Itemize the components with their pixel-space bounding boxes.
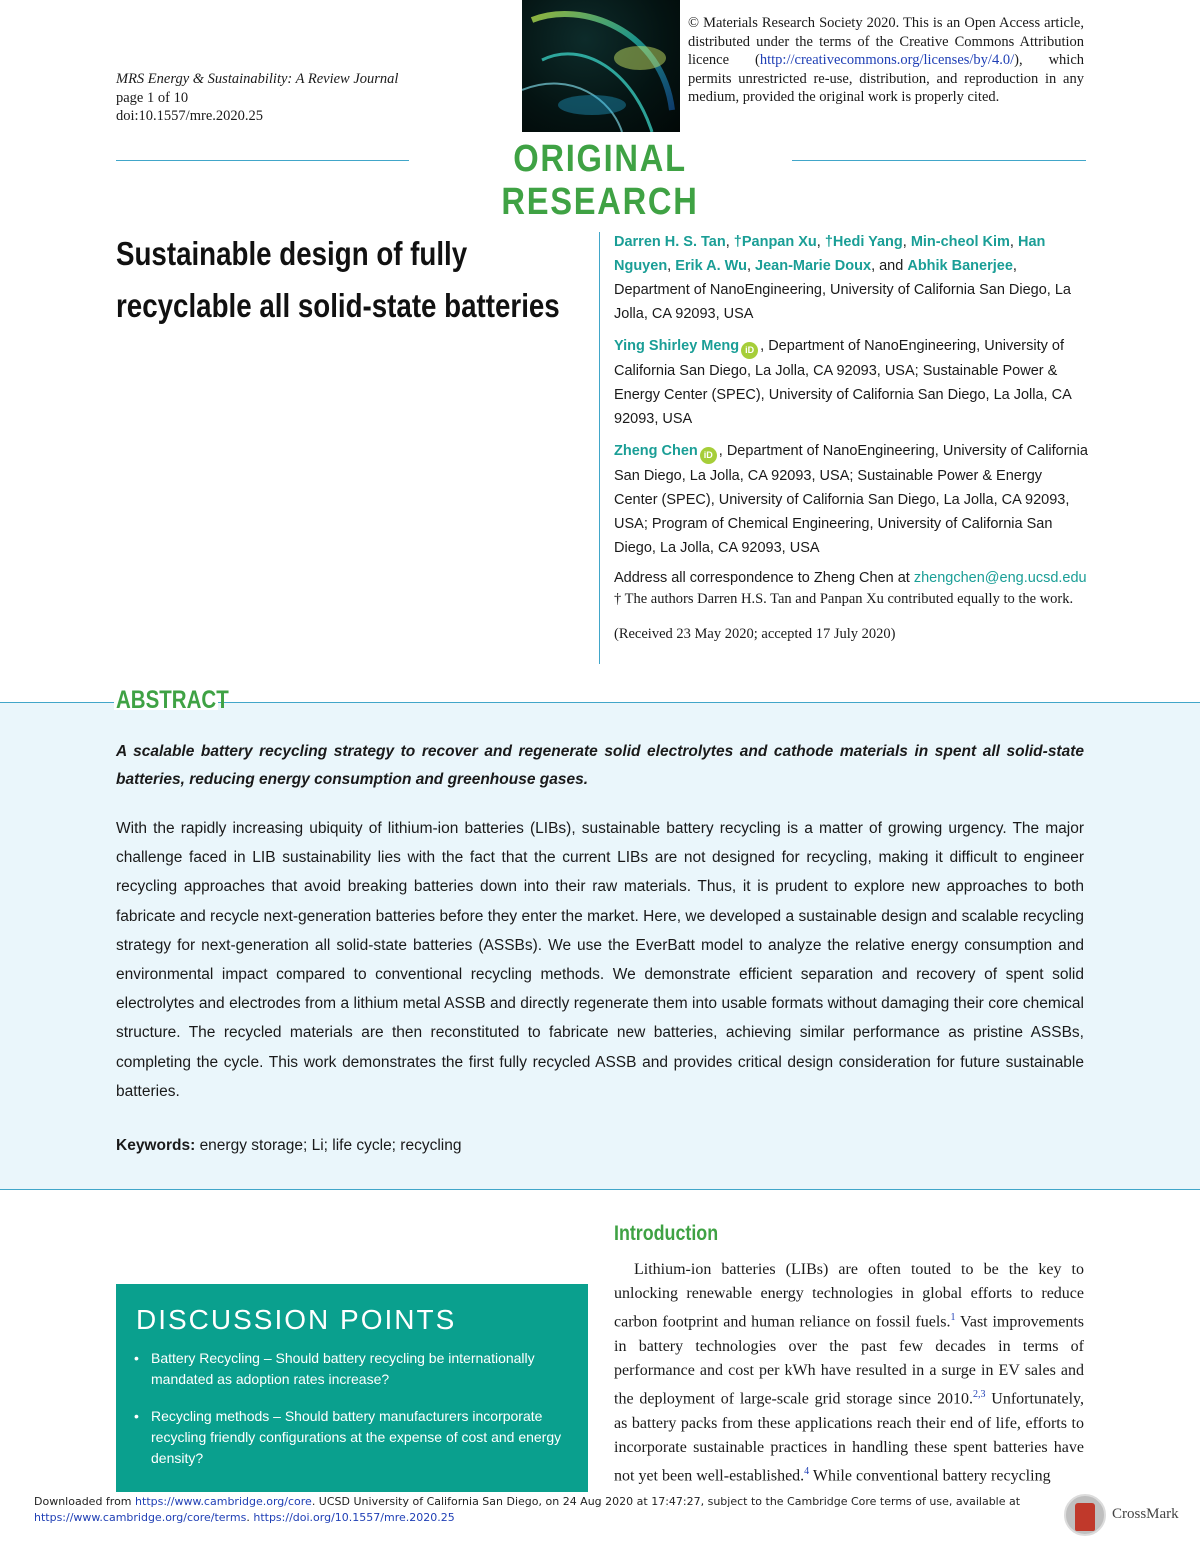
intro-text: Vast improvements in battery technologies over the past few decades in terms of performance and cost per kWh have resulted in a surge in EV sales and the deployment of large-scale grid storage since 2010. — [614, 1313, 1084, 1408]
keywords — [116, 1137, 461, 1155]
crossmark-icon — [1064, 1494, 1106, 1536]
license-text-start: © Materials Research Society 2020. This is an Open Access article, distributed under the terms of the Creative Commons Attribution licence ( — [688, 15, 1084, 69]
author-group-1: Darren H. S. Tan, †Panpan Xu, †Hedi Yang, Min-cheol Kim, Han Nguyen, Erik A. Wu, Jean-Marie Doux, and Abhik Banerjee, Department of NanoEngineering, University of California San Diego, La Jolla, CA 92093, USA — [614, 234, 1071, 322]
journal-info — [116, 70, 398, 126]
terms-link[interactable]: https://www.cambridge.org/core/terms — [34, 1511, 247, 1524]
footer-text: . UCSD University of California San Diego, on 24 Aug 2020 at 17:47:27, subject to the Cambridge Core terms of use, available at — [311, 1495, 1021, 1508]
author-name[interactable]: †Panpan Xu — [733, 234, 817, 250]
introduction-body — [614, 1258, 1084, 1492]
received-dates: (Received 23 May 2020; accepted 17 July 2020) — [614, 626, 896, 642]
keywords-label: Keywords: — [116, 1137, 196, 1154]
correspondence-text: Address all correspondence to Zheng Chen at — [614, 570, 914, 586]
crossmark-label: CrossMark — [1112, 1506, 1179, 1522]
discussion-point: • Recycling methods – Should battery manufacturers incorporate recycling friendly configurations at the expense of cost and energy density? — [134, 1406, 572, 1469]
orcid-icon[interactable]: iD — [700, 447, 717, 464]
affiliation: , Department of NanoEngineering, University of California San Diego, La Jolla, CA 92093, USA; Sustainable Power & Energy Center (SPEC), University of California San Diego, La Jolla, CA 92093, USA — [614, 338, 1071, 427]
license-text-end: ), which permits unrestricted re-use, distribution, and reproduction in any medium, provided the original work is properly cited. — [688, 52, 1084, 106]
intro-text: While conventional battery recycling — [809, 1467, 1051, 1485]
page-number: page 1 of 10 — [116, 89, 189, 106]
paper-title — [116, 228, 560, 332]
author-name[interactable]: Darren H. S. Tan — [614, 234, 726, 250]
download-footer — [34, 1494, 1034, 1526]
section-label: ORIGINAL RESEARCH — [501, 138, 699, 223]
affiliation: Department of NanoEngineering, University of California San Diego, La Jolla, CA 92093, USA — [614, 282, 1071, 322]
author-name[interactable]: Abhik Banerjee — [907, 258, 1013, 274]
footer-separator: . — [246, 1511, 254, 1524]
author-name[interactable]: Erik A. Wu — [675, 258, 747, 274]
author-block — [614, 230, 1089, 652]
title-line-2: recyclable all solid-state batteries — [116, 287, 560, 324]
section-rule-right — [792, 160, 1086, 161]
cover-image — [522, 0, 680, 132]
equal-contribution-note: † The authors Darren H.S. Tan and Panpan Xu contributed equally to the work. — [614, 591, 1074, 607]
abstract-lead: A scalable battery recycling strategy to recover and regenerate solid electrolytes and cathode materials in spent all solid-state batteries, reducing energy consumption and greenhouse gases. — [116, 743, 1084, 788]
intro-text: Lithium-ion batteries (LIBs) are often touted to be the key to unlocking renewable energy technologies in global efforts to reduce carbon footprint and human reliance on fossil fuels. — [614, 1261, 1084, 1331]
license-notice — [688, 14, 1084, 107]
discussion-list — [134, 1348, 572, 1485]
section-rule-left — [116, 160, 409, 161]
citation-ref[interactable]: 4 — [804, 1466, 810, 1478]
column-divider — [599, 232, 600, 664]
license-link[interactable]: http://creativecommons.org/licenses/by/4.0/ — [759, 52, 1015, 69]
author-name[interactable]: Ying Shirley Meng — [614, 338, 740, 354]
affiliation: , Department of NanoEngineering, University of California San Diego, La Jolla, CA 92093, USA; Sustainable Power & Energy Center (SPEC), University of California San Diego, La Jolla, CA 92093, USA; Program of Chemical Engineering, University of California San Diego, La Jolla, CA 92093, USA — [614, 443, 1088, 556]
author-name[interactable]: Han Nguyen — [614, 234, 1046, 274]
abstract-heading: ABSTRACT — [116, 686, 229, 714]
abstract-body: With the rapidly increasing ubiquity of lithium-ion batteries (LIBs), sustainable battery recycling is a matter of growing urgency. The major challenge faced in LIB sustainability lies with the fact that the current LIBs are not designed for recycling, making it difficult to engineer recycling approaches that avoid breaking batteries down into their raw materials. Thus, it is prudent to explore new approaches to both fabricate and recycle next-generation batteries before they enter the market. Here, we developed a sustainable design and scalable recycling strategy for next-generation all solid-state batteries (ASSBs). We use the EverBatt model to analyze the relative energy consumption and environmental impact compared to conventional recycling methods. We demonstrate efficient separation and recovery of spent solid electrolytes and electrodes from a lithium metal ASSB and directly regenerate them into usable formats without damaging their core chemical structure. The recycled materials are then reconstituted to fabricate new batteries, achieving similar performance as pristine ASSBs, completing the cycle. This work demonstrates the first fully recycled ASSB and provides critical design consideration for future sustainable batteries. — [116, 820, 1084, 1100]
email-link[interactable]: zhengchen@eng.ucsd.edu — [913, 570, 1087, 586]
author-chen — [614, 439, 1089, 560]
discussion-point: • Battery Recycling – Should battery recycling be internationally mandated as adoption rates increase? — [134, 1348, 572, 1390]
author-name[interactable]: Zheng Chen — [614, 443, 698, 459]
citation-ref[interactable]: 1 — [950, 1312, 956, 1324]
author-name[interactable]: †Hedi Yang — [824, 234, 903, 250]
author-meng — [614, 334, 1089, 431]
correspondence — [614, 568, 1089, 588]
introduction-heading: Introduction — [614, 1222, 719, 1245]
core-link[interactable]: https://www.cambridge.org/core — [135, 1495, 312, 1508]
journal-name: MRS Energy & Sustainability: A Review Journal — [116, 71, 399, 87]
citation-ref[interactable]: 2,3 — [972, 1389, 986, 1401]
doi-link[interactable]: https://doi.org/10.1557/mre.2020.25 — [253, 1511, 455, 1524]
orcid-icon[interactable]: iD — [741, 342, 758, 359]
doi: doi:10.1557/mre.2020.25 — [116, 108, 264, 124]
discussion-points-box — [116, 1284, 588, 1492]
footer-text: Downloaded from — [34, 1495, 136, 1508]
crossmark-badge[interactable] — [1064, 1494, 1184, 1538]
keywords-list: energy storage; Li; life cycle; recycling — [199, 1137, 462, 1154]
title-line-1: Sustainable design of fully — [116, 235, 468, 272]
author-name[interactable]: Jean-Marie Doux — [755, 258, 872, 274]
discussion-heading: DISCUSSION POINTS — [136, 1304, 457, 1335]
intro-text: Unfortunately, as battery packs from these applications reach their end of life, efforts to incorporate sustainable practices in handling these spent batteries have not yet been well-established. — [614, 1390, 1084, 1485]
author-name[interactable]: Min-cheol Kim — [910, 234, 1010, 250]
